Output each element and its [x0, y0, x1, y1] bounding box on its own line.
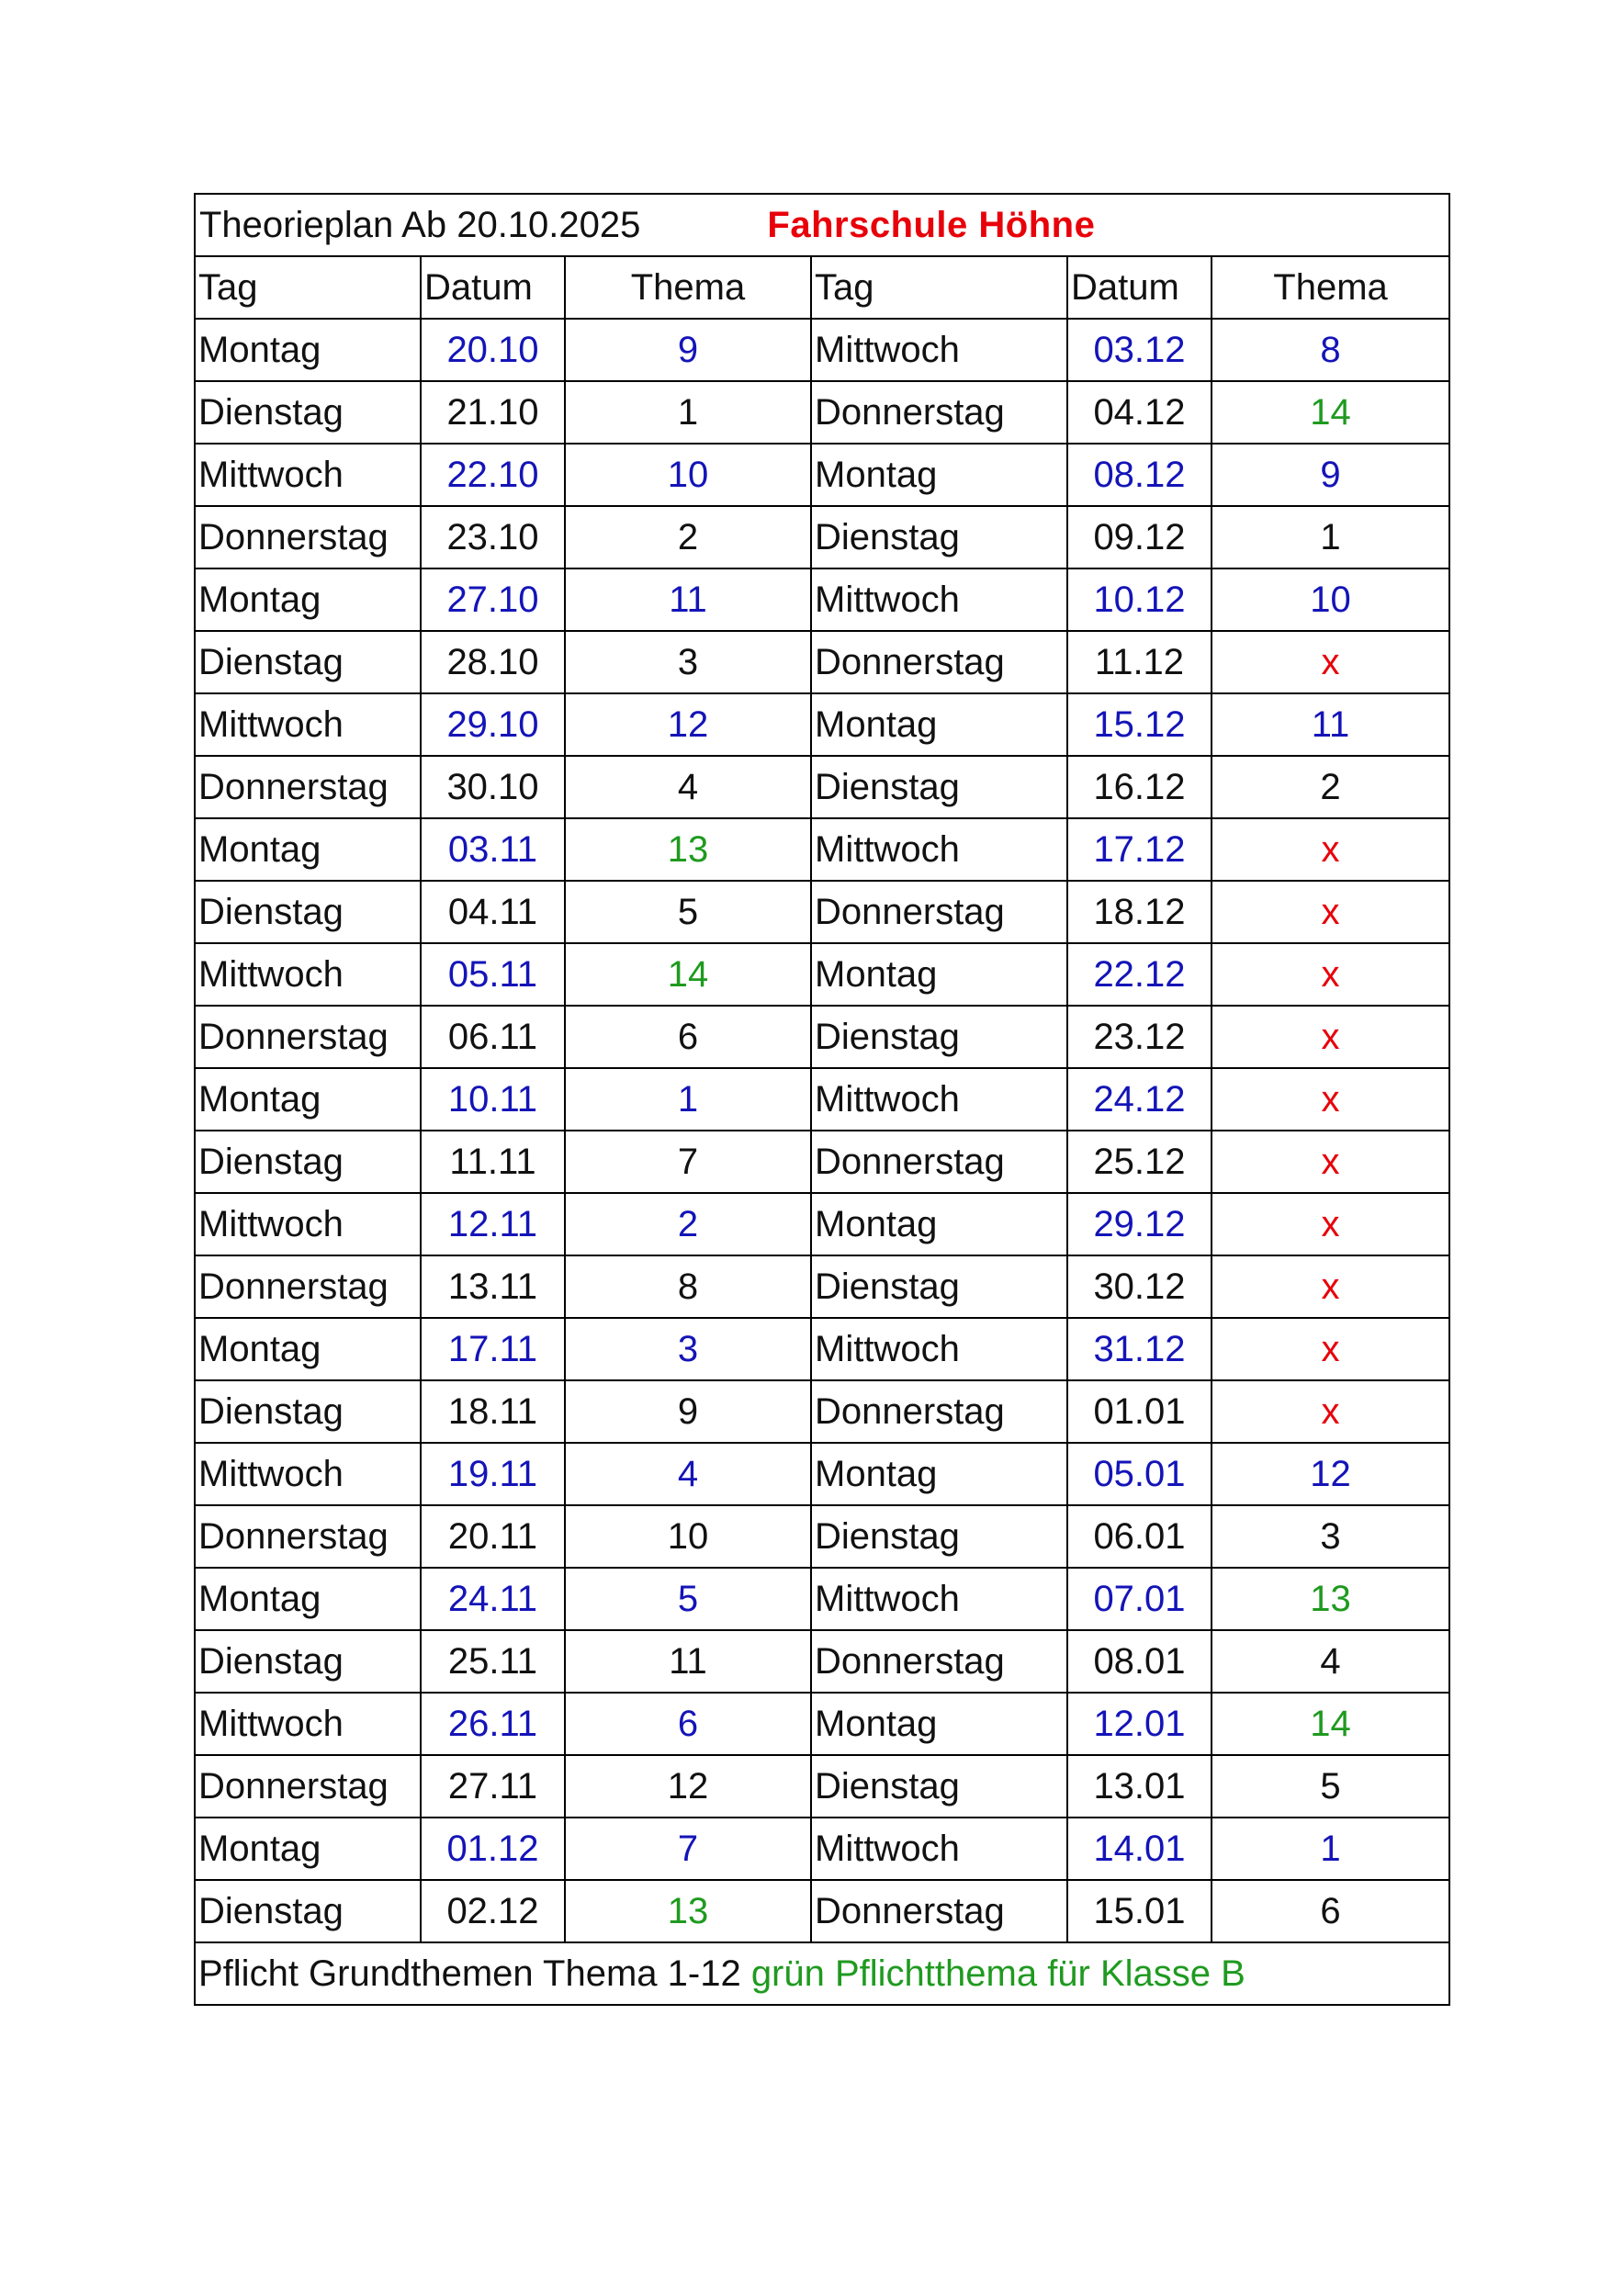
datum-left-cell: 27.10 — [421, 568, 565, 631]
thema-left-cell: 3 — [565, 631, 811, 693]
tag-left-cell: Dienstag — [195, 631, 421, 693]
thema-left-cell: 5 — [565, 881, 811, 943]
thema-right-cell: 14 — [1212, 1693, 1449, 1755]
datum-left-cell: 20.11 — [421, 1505, 565, 1568]
tag-right-cell: Montag — [811, 1693, 1067, 1755]
footer-note: Pflicht Grundthemen Thema 1-12 — [198, 1953, 741, 1994]
thema-right-cell: x — [1212, 943, 1449, 1006]
thema-right-cell: x — [1212, 1068, 1449, 1131]
datum-right-cell: 01.01 — [1067, 1380, 1212, 1443]
tag-left-cell: Dienstag — [195, 881, 421, 943]
thema-right-cell: 4 — [1212, 1630, 1449, 1693]
table-row — [195, 818, 1449, 881]
tag-left-cell: Mittwoch — [195, 1693, 421, 1755]
thema-left-cell: 11 — [565, 1630, 811, 1693]
thema-right-cell: 6 — [1212, 1880, 1449, 1942]
table-row — [195, 1255, 1449, 1318]
footer-cell — [195, 1942, 1449, 2005]
tag-right-cell: Donnerstag — [811, 631, 1067, 693]
datum-left-cell: 06.11 — [421, 1006, 565, 1068]
datum-right-cell: 29.12 — [1067, 1193, 1212, 1255]
table-row — [195, 381, 1449, 444]
thema-right-cell: x — [1212, 1318, 1449, 1380]
table-row — [195, 1880, 1449, 1942]
table-row — [195, 1568, 1449, 1630]
tag-right-cell: Montag — [811, 693, 1067, 756]
datum-left-cell: 22.10 — [421, 444, 565, 506]
datum-right-cell: 08.01 — [1067, 1630, 1212, 1693]
table-row — [195, 1068, 1449, 1131]
thema-right-cell: 8 — [1212, 319, 1449, 381]
table-row — [195, 1693, 1449, 1755]
tag-right-cell: Donnerstag — [811, 1880, 1067, 1942]
thema-left-cell: 4 — [565, 1443, 811, 1505]
datum-left-cell: 29.10 — [421, 693, 565, 756]
datum-right-cell: 06.01 — [1067, 1505, 1212, 1568]
table-row — [195, 1131, 1449, 1193]
thema-left-cell: 3 — [565, 1318, 811, 1380]
tag-left-cell: Donnerstag — [195, 1505, 421, 1568]
thema-right-cell: x — [1212, 1255, 1449, 1318]
tag-right-cell: Mittwoch — [811, 319, 1067, 381]
datum-left-cell: 21.10 — [421, 381, 565, 444]
datum-left-cell: 03.11 — [421, 818, 565, 881]
thema-left-cell: 2 — [565, 1193, 811, 1255]
datum-right-cell: 04.12 — [1067, 381, 1212, 444]
tag-right-cell: Montag — [811, 1193, 1067, 1255]
thema-left-cell: 12 — [565, 1755, 811, 1818]
datum-right-cell: 14.01 — [1067, 1818, 1212, 1880]
datum-right-cell: 22.12 — [1067, 943, 1212, 1006]
thema-right-cell: 1 — [1212, 506, 1449, 568]
datum-right-cell: 08.12 — [1067, 444, 1212, 506]
table-row — [195, 1380, 1449, 1443]
thema-left-cell: 7 — [565, 1131, 811, 1193]
thema-left-cell: 13 — [565, 818, 811, 881]
header-datum-left: Datum — [421, 256, 565, 319]
tag-left-cell: Dienstag — [195, 1131, 421, 1193]
footer-row — [195, 1942, 1449, 2005]
table-row — [195, 1818, 1449, 1880]
datum-left-cell: 13.11 — [421, 1255, 565, 1318]
thema-left-cell: 5 — [565, 1568, 811, 1630]
tag-right-cell: Dienstag — [811, 1006, 1067, 1068]
thema-left-cell: 4 — [565, 756, 811, 818]
thema-left-cell: 2 — [565, 506, 811, 568]
thema-right-cell: x — [1212, 1006, 1449, 1068]
thema-right-cell: 12 — [1212, 1443, 1449, 1505]
tag-left-cell: Montag — [195, 1318, 421, 1380]
datum-right-cell: 05.01 — [1067, 1443, 1212, 1505]
tag-left-cell: Mittwoch — [195, 693, 421, 756]
datum-left-cell: 19.11 — [421, 1443, 565, 1505]
tag-left-cell: Mittwoch — [195, 1443, 421, 1505]
table-row — [195, 1193, 1449, 1255]
tag-left-cell: Montag — [195, 568, 421, 631]
tag-left-cell: Donnerstag — [195, 1255, 421, 1318]
datum-left-cell: 04.11 — [421, 881, 565, 943]
datum-left-cell: 10.11 — [421, 1068, 565, 1131]
header-row — [195, 256, 1449, 319]
thema-left-cell: 14 — [565, 943, 811, 1006]
tag-right-cell: Mittwoch — [811, 818, 1067, 881]
thema-left-cell: 6 — [565, 1693, 811, 1755]
thema-left-cell: 12 — [565, 693, 811, 756]
datum-left-cell: 30.10 — [421, 756, 565, 818]
datum-left-cell: 26.11 — [421, 1693, 565, 1755]
thema-left-cell: 9 — [565, 1380, 811, 1443]
datum-right-cell: 18.12 — [1067, 881, 1212, 943]
datum-left-cell: 27.11 — [421, 1755, 565, 1818]
datum-left-cell: 23.10 — [421, 506, 565, 568]
tag-left-cell: Dienstag — [195, 1880, 421, 1942]
tag-right-cell: Dienstag — [811, 1255, 1067, 1318]
tag-right-cell: Mittwoch — [811, 1068, 1067, 1131]
thema-right-cell: x — [1212, 1193, 1449, 1255]
tag-left-cell: Dienstag — [195, 1380, 421, 1443]
thema-right-cell: 5 — [1212, 1755, 1449, 1818]
table-row — [195, 881, 1449, 943]
datum-right-cell: 16.12 — [1067, 756, 1212, 818]
thema-left-cell: 1 — [565, 381, 811, 444]
tag-right-cell: Mittwoch — [811, 568, 1067, 631]
thema-right-cell: 13 — [1212, 1568, 1449, 1630]
thema-right-cell: 1 — [1212, 1818, 1449, 1880]
datum-right-cell: 07.01 — [1067, 1568, 1212, 1630]
tag-right-cell: Donnerstag — [811, 1131, 1067, 1193]
thema-left-cell: 6 — [565, 1006, 811, 1068]
tag-left-cell: Donnerstag — [195, 1006, 421, 1068]
thema-right-cell: 14 — [1212, 381, 1449, 444]
tag-right-cell: Dienstag — [811, 756, 1067, 818]
header-tag-left: Tag — [195, 256, 421, 319]
datum-right-cell: 13.01 — [1067, 1755, 1212, 1818]
datum-left-cell: 01.12 — [421, 1818, 565, 1880]
thema-left-cell: 9 — [565, 319, 811, 381]
tag-right-cell: Mittwoch — [811, 1818, 1067, 1880]
datum-left-cell: 05.11 — [421, 943, 565, 1006]
thema-left-cell: 13 — [565, 1880, 811, 1942]
table-row — [195, 943, 1449, 1006]
tag-left-cell: Montag — [195, 319, 421, 381]
page-title: Theorieplan Ab 20.10.2025 — [199, 205, 641, 245]
datum-left-cell: 17.11 — [421, 1318, 565, 1380]
table-row — [195, 1318, 1449, 1380]
tag-left-cell: Dienstag — [195, 1630, 421, 1693]
datum-left-cell: 28.10 — [421, 631, 565, 693]
thema-right-cell: x — [1212, 818, 1449, 881]
table-row — [195, 1443, 1449, 1505]
thema-right-cell: 9 — [1212, 444, 1449, 506]
tag-left-cell: Mittwoch — [195, 1193, 421, 1255]
datum-left-cell: 24.11 — [421, 1568, 565, 1630]
tag-left-cell: Mittwoch — [195, 943, 421, 1006]
tag-right-cell: Donnerstag — [811, 1630, 1067, 1693]
datum-left-cell: 25.11 — [421, 1630, 565, 1693]
tag-left-cell: Montag — [195, 1818, 421, 1880]
tag-left-cell: Donnerstag — [195, 506, 421, 568]
table-row — [195, 1006, 1449, 1068]
datum-left-cell: 11.11 — [421, 1131, 565, 1193]
datum-left-cell: 20.10 — [421, 319, 565, 381]
datum-right-cell: 15.12 — [1067, 693, 1212, 756]
tag-left-cell: Donnerstag — [195, 756, 421, 818]
datum-left-cell: 18.11 — [421, 1380, 565, 1443]
datum-right-cell: 24.12 — [1067, 1068, 1212, 1131]
table-row — [195, 444, 1449, 506]
datum-right-cell: 31.12 — [1067, 1318, 1212, 1380]
footer-green-note: grün Pflichtthema für Klasse B — [750, 1953, 1245, 1994]
datum-right-cell: 17.12 — [1067, 818, 1212, 881]
tag-right-cell: Montag — [811, 444, 1067, 506]
tag-left-cell: Mittwoch — [195, 444, 421, 506]
tag-left-cell: Montag — [195, 1568, 421, 1630]
thema-right-cell: x — [1212, 1131, 1449, 1193]
tag-right-cell: Montag — [811, 1443, 1067, 1505]
tag-right-cell: Donnerstag — [811, 381, 1067, 444]
datum-right-cell: 03.12 — [1067, 319, 1212, 381]
tag-right-cell: Mittwoch — [811, 1568, 1067, 1630]
thema-left-cell: 11 — [565, 568, 811, 631]
tag-left-cell: Donnerstag — [195, 1755, 421, 1818]
datum-right-cell: 15.01 — [1067, 1880, 1212, 1942]
table-row — [195, 693, 1449, 756]
thema-right-cell: x — [1212, 881, 1449, 943]
datum-left-cell: 02.12 — [421, 1880, 565, 1942]
schedule-table — [194, 193, 1450, 2006]
thema-right-cell: 11 — [1212, 693, 1449, 756]
datum-right-cell: 11.12 — [1067, 631, 1212, 693]
table-row — [195, 1755, 1449, 1818]
table-row — [195, 1630, 1449, 1693]
tag-right-cell: Montag — [811, 943, 1067, 1006]
table-row — [195, 506, 1449, 568]
thema-left-cell: 1 — [565, 1068, 811, 1131]
table-row — [195, 756, 1449, 818]
datum-right-cell: 10.12 — [1067, 568, 1212, 631]
thema-right-cell: x — [1212, 1380, 1449, 1443]
header-thema-right: Thema — [1212, 256, 1449, 319]
datum-left-cell: 12.11 — [421, 1193, 565, 1255]
table-row — [195, 631, 1449, 693]
tag-right-cell: Dienstag — [811, 1755, 1067, 1818]
tag-right-cell: Donnerstag — [811, 881, 1067, 943]
tag-right-cell: Donnerstag — [811, 1380, 1067, 1443]
datum-right-cell: 12.01 — [1067, 1693, 1212, 1755]
thema-left-cell: 10 — [565, 1505, 811, 1568]
tag-left-cell: Montag — [195, 818, 421, 881]
header-thema-left: Thema — [565, 256, 811, 319]
header-tag-right: Tag — [811, 256, 1067, 319]
header-datum-right: Datum — [1067, 256, 1212, 319]
table-row — [195, 568, 1449, 631]
school-name: Fahrschule Höhne — [767, 205, 1096, 245]
table-row — [195, 319, 1449, 381]
table-row — [195, 1505, 1449, 1568]
tag-right-cell: Mittwoch — [811, 1318, 1067, 1380]
thema-right-cell: 10 — [1212, 568, 1449, 631]
title-row — [195, 194, 1449, 256]
thema-right-cell: 3 — [1212, 1505, 1449, 1568]
thema-right-cell: 2 — [1212, 756, 1449, 818]
datum-right-cell: 30.12 — [1067, 1255, 1212, 1318]
thema-left-cell: 10 — [565, 444, 811, 506]
tag-left-cell: Dienstag — [195, 381, 421, 444]
datum-right-cell: 09.12 — [1067, 506, 1212, 568]
tag-right-cell: Dienstag — [811, 506, 1067, 568]
thema-left-cell: 8 — [565, 1255, 811, 1318]
tag-right-cell: Dienstag — [811, 1505, 1067, 1568]
tag-left-cell: Montag — [195, 1068, 421, 1131]
datum-right-cell: 25.12 — [1067, 1131, 1212, 1193]
title-cell — [195, 194, 1449, 256]
thema-left-cell: 7 — [565, 1818, 811, 1880]
datum-right-cell: 23.12 — [1067, 1006, 1212, 1068]
thema-right-cell: x — [1212, 631, 1449, 693]
